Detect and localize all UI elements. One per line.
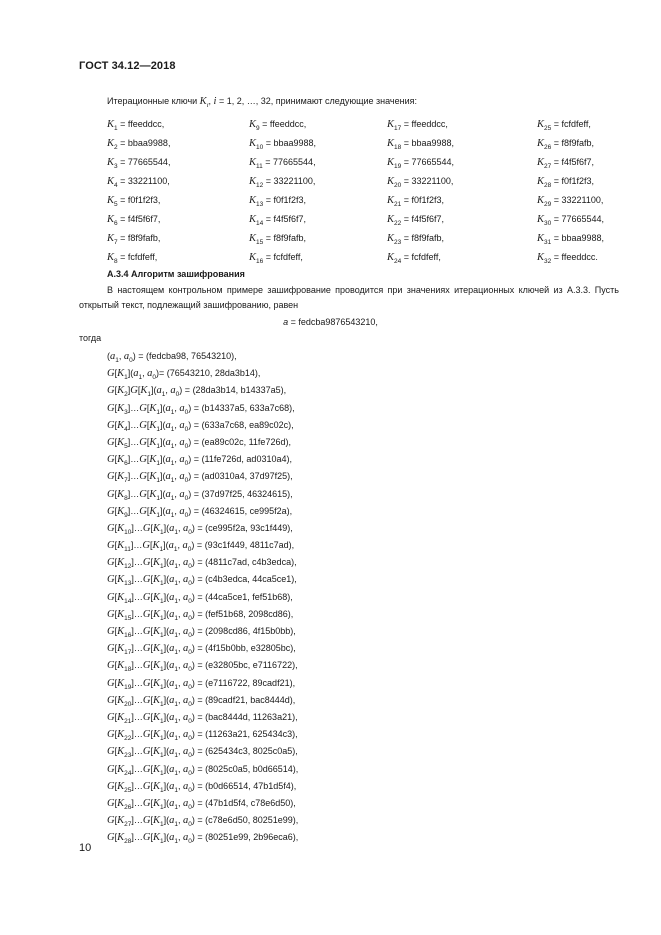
key-entry [107,136,170,155]
equals-sign: = [191,488,202,499]
key-value: = f4f5f6f7, [401,214,445,224]
step-result: (e7116722, 89cadf21), [205,677,296,688]
key-index: 24 [394,258,402,265]
equals-sign: = [194,574,206,585]
key-letter: K [387,176,395,187]
step-result: (46324615, ce995f2a), [201,505,293,516]
key-value: = 77665544, [551,214,605,224]
key-letter: K [537,157,545,168]
encryption-step [107,555,298,572]
key-value: = f4f5f6f7, [263,214,307,224]
key-value: = f0f1f2f3, [401,195,445,205]
encryption-step [107,349,298,366]
step-expression: $G[K_1](a_1$, $a_0$) [107,368,160,382]
encryption-step [107,727,298,744]
step-expression: $G[K_{25}]\dots G[K_1](a_1$, $a_0$) [107,780,195,794]
step-result: (fef51b68, 2098cd86), [205,608,294,619]
encryption-step [107,710,298,727]
encryption-step [107,487,298,504]
key-value: = bbaa9988, [551,233,605,243]
key-index: 20 [394,182,402,189]
encryption-step [107,813,298,830]
equals-sign: = [194,832,206,843]
keys-column [387,117,454,269]
key-letter: K [387,157,395,168]
key-entry [107,155,170,174]
key-entry [537,212,604,231]
step-expression: $G[K_8]\dots G[K_1](a_1$, $a_0$) [107,488,192,502]
key-value: = fcfdfeff, [263,252,303,262]
key-index: 1 [114,125,118,132]
key-value: = 77665544, [401,157,455,167]
section-title: А.3.4 Алгоритм зашифрования [107,269,245,279]
encryption-step [107,830,298,847]
key-index: 32 [544,258,552,265]
step-result: (37d97f25, 46324615), [201,488,293,499]
key-value: = ffeeddcc, [259,119,307,129]
step-expression: $G[K_9]\dots G[K_1](a_1$, $a_0$) [107,505,192,519]
keys-column [537,117,604,269]
key-entry [249,193,316,212]
key-entry [249,136,316,155]
key-index: 7 [114,239,118,246]
equals-sign: = [135,351,147,361]
step-expression: $G[K_{10}]\dots G[K_1](a_1$, $a_0$) [107,522,195,536]
key-entry [537,136,604,155]
then-word: тогда [79,333,102,343]
equals-sign: = [194,763,206,774]
encryption-step [107,744,298,761]
encryption-step [107,779,298,796]
key-entry [249,212,316,231]
key-entry [249,117,316,136]
key-entry [249,231,316,250]
key-value: = fcfdfeff, [401,252,441,262]
step-result: (b0d66514, 47b1d5f4), [205,780,297,791]
key-letter: K [249,214,257,225]
key-symbol: K [199,96,207,107]
key-entry [537,193,604,212]
equals-sign: = [194,729,206,740]
step-expression: $G[K_3]\dots G[K_1](a_1$, $a_0$) [107,402,192,416]
equals-sign: = [191,419,202,430]
key-letter: K [387,252,395,263]
step-result: (11263a21, 625434c3), [205,729,298,740]
encryption-step [107,469,298,486]
key-index: 16 [256,258,264,265]
key-index: 29 [544,201,552,208]
key-value: = 33221100, [401,176,454,186]
key-value: = 33221100, [263,176,316,186]
key-index: 27 [544,163,552,170]
key-value: = ffeeddcc. [551,252,598,262]
step-result: (633a7c68, ea89c02c), [201,419,294,430]
key-letter: K [107,214,115,225]
equals-sign: = [194,626,206,636]
encryption-step [107,590,298,607]
encryption-step [107,624,298,641]
step-expression: $G[K_6]\dots G[K_1](a_1$, $a_0$) [107,454,192,468]
step-result: (bac8444d, 11263a21), [205,711,298,722]
key-letter: K [107,195,115,206]
step-expression: $G[K_{16}]\dots G[K_1](a_1$, $a_0$) [107,626,195,639]
equals-sign: = [194,780,206,791]
encryption-step [107,658,298,675]
key-value: = f4f5f6f7, [551,157,595,167]
key-index: 6 [114,220,118,227]
step-expression: $G[K_{21}]\dots G[K_1](a_1$, $a_0$) [107,711,195,725]
intro-post: принимают следующие значения: [273,96,417,106]
step-result: (4f15b0bb, e32805bc), [205,643,296,654]
step-result: (93c1f449, 4811c7ad), [204,540,295,551]
step-result: (76543210, 28da3b14), [166,368,261,379]
equals-sign: = [194,677,206,688]
key-letter: K [537,176,545,187]
step-expression: $G[K_{18}]\dots G[K_1](a_1$, $a_0$) [107,660,195,674]
encryption-step [107,504,298,521]
step-result: (80251e99, 2b96eca6), [205,832,299,843]
equals-sign: = [191,505,202,516]
step-result: (47b1d5f4, c78e6d50), [205,797,296,808]
key-value: = f0f1f2f3, [263,195,307,205]
step-result: (4811c7ad, c4b3edca), [205,557,297,568]
equals-sign: = [194,746,206,757]
encryption-step [107,383,298,400]
key-letter: K [249,252,257,263]
key-index: 28 [544,182,552,189]
intro-pre: Итерационные ключи [107,96,200,106]
step-expression: $G[K_{28}]\dots G[K_1](a_1$, $a_0$) [107,832,195,846]
key-index: 26 [544,144,552,151]
key-letter: K [387,195,395,206]
key-letter: K [537,233,545,244]
document-header: ГОСТ 34.12—2018 [79,60,176,72]
equals-sign: = [194,660,206,671]
encryption-step [107,366,298,383]
key-entry [387,136,454,155]
step-expression: ($a_1$, $a_0$) [107,351,136,364]
key-index: 13 [256,201,264,208]
key-index: 25 [544,125,552,132]
key-letter: K [249,176,257,187]
key-value: = f8f9fafb, [263,233,307,243]
key-index: 5 [114,201,118,208]
key-entry [387,193,454,212]
key-letter: K [107,233,115,244]
encryption-step [107,572,298,589]
key-entry [387,212,454,231]
step-expression: $G[K_{22}]\dots G[K_1](a_1$, $a_0$) [107,729,195,743]
key-entry [249,250,316,269]
intro-range: = 1, 2, …, 32, [216,96,274,106]
step-result: (8025c0a5, b0d66514), [205,763,299,774]
key-entry [107,250,170,269]
key-letter: K [387,214,395,225]
intro-line [107,96,417,107]
equals-sign: = [191,454,202,465]
equals-sign: = [191,471,202,482]
key-value: = ffeeddcc, [117,119,165,129]
step-expression: $G[K_7]\dots G[K_1](a_1$, $a_0$) [107,471,192,485]
keys-column [107,117,170,269]
step-result: (ad0310a4, 37d97f25), [201,471,293,482]
key-index: 4 [114,182,118,189]
equals-sign: = [194,797,206,808]
key-value: = f8f9fafb, [117,233,161,243]
key-letter: K [107,252,115,263]
key-letter: K [107,119,115,130]
encryption-step [107,676,298,693]
equals-sign: = [159,368,167,379]
key-value: = 77665544, [117,157,171,167]
key-index: 22 [394,220,402,227]
key-letter: K [249,195,257,206]
key-index: 11 [256,163,263,170]
key-index: 21 [394,201,402,208]
step-expression: $G[K_5]\dots G[K_1](a_1$, $a_0$) [107,436,192,450]
encryption-step [107,435,298,452]
step-result: (625434c3, 8025c0a5), [205,746,298,757]
key-index: 31 [544,239,552,246]
step-expression: $G[K_{17}]\dots G[K_1](a_1$, $a_0$) [107,643,195,657]
equals-sign: = [191,436,202,447]
key-index: 14 [256,220,264,227]
key-letter: K [107,138,115,149]
key-entry [249,155,316,174]
step-expression: $G[K_{23}]\dots G[K_1](a_1$, $a_0$) [107,746,195,760]
key-entry [387,250,454,269]
step-expression: $G[K_{26}]\dots G[K_1](a_1$, $a_0$) [107,797,195,811]
plaintext-equation [0,317,661,327]
key-value: = 33221100, [551,195,604,205]
key-value: = f0f1f2f3, [117,195,161,205]
key-entry [107,174,170,193]
key-value: = fcfdfeff, [117,252,158,262]
step-result: (c78e6d50, 80251e99), [205,815,299,826]
encryption-step [107,641,298,658]
key-index: 15 [256,239,264,246]
key-index: 17 [394,125,402,132]
step-result: (ce995f2a, 93c1f449), [205,522,293,533]
key-letter: K [249,138,257,149]
key-letter: K [249,157,257,168]
key-letter: K [537,119,545,130]
intro-mid: , [208,96,214,106]
step-result: (44ca5ce1, fef51b68), [205,591,293,602]
paragraph: В настоящем контрольном примере зашифрование проводится при значениях итерационных ключей из А.3.3. Пусть открытый текст, подлежащий зашифрованию, равен [79,285,619,310]
key-entry [537,174,604,193]
keys-column [249,117,316,269]
step-result: (11fe726d, ad0310a4), [201,454,292,465]
key-letter: K [537,252,545,263]
key-value: = 77665544, [262,157,316,167]
key-value: = bbaa9988, [401,138,455,148]
step-expression: $G[K_4]\dots G[K_1](a_1$, $a_0$) [107,419,192,433]
key-value: = f0f1f2f3, [551,176,595,186]
equals-sign: = [194,608,206,619]
step-result: (89cadf21, bac8444d), [205,694,296,705]
key-entry [537,155,604,174]
step-expression: $G[K_2]G[K_1](a_1$, $a_0$) [107,385,183,399]
key-index: 9 [256,125,260,132]
equals-sign: = [194,643,206,654]
step-result: (fedcba98, 76543210), [146,351,237,361]
key-entry [387,231,454,250]
equals-sign: = [194,522,206,533]
equals-sign: = [194,711,206,722]
key-index: 3 [114,163,118,170]
key-index: 18 [394,144,402,151]
key-entry [107,117,170,136]
step-expression: $G[K_{15}]\dots G[K_1](a_1$, $a_0$) [107,608,195,622]
step-expression: $G[K_{11}]\dots G[K_1](a_1$, $a_0$) [107,540,195,554]
step-expression: $G[K_{24}]\dots G[K_1](a_1$, $a_0$) [107,763,195,777]
key-value: = bbaa9988, [263,138,317,148]
key-letter: K [537,214,545,225]
step-result: (e32805bc, e7116722), [205,660,298,671]
key-letter: K [387,138,395,149]
equals-sign: = [194,815,206,826]
key-entry [249,174,316,193]
key-value: = f4f5f6f7, [117,214,161,224]
equals-sign: = [194,557,206,568]
step-expression: $G[K_{19}]\dots G[K_1](a_1$, $a_0$) [107,677,195,691]
key-entry [537,117,604,136]
key-letter: K [107,176,115,187]
step-expression: $G[K_{14}]\dots G[K_1](a_1$, $a_0$) [107,591,195,605]
encryption-step [107,693,298,710]
key-entry [387,117,454,136]
key-index: 2 [114,144,118,151]
key-entry [107,212,170,231]
key-entry [387,174,454,193]
key-letter: K [387,119,395,130]
step-result: (c4b3edca, 44ca5ce1), [205,574,297,585]
equals-sign: = [194,591,206,602]
index-symbol: i [213,96,217,107]
key-entry [107,193,170,212]
step-expression: $G[K_{12}]\dots G[K_1](a_1$, $a_0$) [107,557,195,571]
key-entry [107,231,170,250]
plaintext-symbol: a [283,317,289,327]
plaintext-value: = fedcba9876543210, [288,317,378,327]
key-index: 10 [256,144,264,151]
encryption-step [107,796,298,813]
equals-sign: = [194,540,205,551]
encryption-step [107,762,298,779]
encryption-steps [107,349,298,847]
encryption-step [107,452,298,469]
key-letter: K [387,233,395,244]
step-expression: $G[K_{20}]\dots G[K_1](a_1$, $a_0$) [107,694,195,708]
step-expression: $G[K_{27}]\dots G[K_1](a_1$, $a_0$) [107,815,195,829]
equals-sign: = [182,385,193,396]
step-result: (2098cd86, 4f15b0bb), [205,626,296,636]
step-result: (ea89c02c, 11fe726d), [201,436,291,447]
encryption-step [107,418,298,435]
encryption-step [107,538,298,555]
key-index: 23 [394,239,402,246]
key-index: 12 [256,182,264,189]
equals-sign: = [191,402,202,413]
key-value: = f8f9fafb, [401,233,445,243]
step-expression: $G[K_{13}]\dots G[K_1](a_1$, $a_0$) [107,574,195,588]
equals-sign: = [194,694,206,705]
iteration-keys-grid [107,117,627,267]
key-value: = fcfdfeff, [551,119,591,129]
key-index-sub: i [206,102,209,109]
key-value: = ffeeddcc, [401,119,448,129]
key-index: 8 [114,258,118,265]
key-value: = 33221100, [117,176,170,186]
step-result: (28da3b14, b14337a5), [192,385,287,396]
step-result: (b14337a5, 633a7c68), [201,402,295,413]
key-letter: K [537,195,545,206]
key-letter: K [107,157,115,168]
encryption-step [107,607,298,624]
key-index: 30 [544,220,552,227]
key-index: 19 [394,163,402,170]
page-number: 10 [79,842,92,854]
key-letter: K [249,119,257,130]
encryption-step [107,521,298,538]
key-entry [537,231,604,250]
key-value: = bbaa9988, [117,138,171,148]
key-letter: K [249,233,257,244]
key-entry [537,250,604,269]
key-letter: K [537,138,545,149]
encryption-step [107,401,298,418]
key-value: = f8f9fafb, [551,138,595,148]
key-entry [387,155,454,174]
